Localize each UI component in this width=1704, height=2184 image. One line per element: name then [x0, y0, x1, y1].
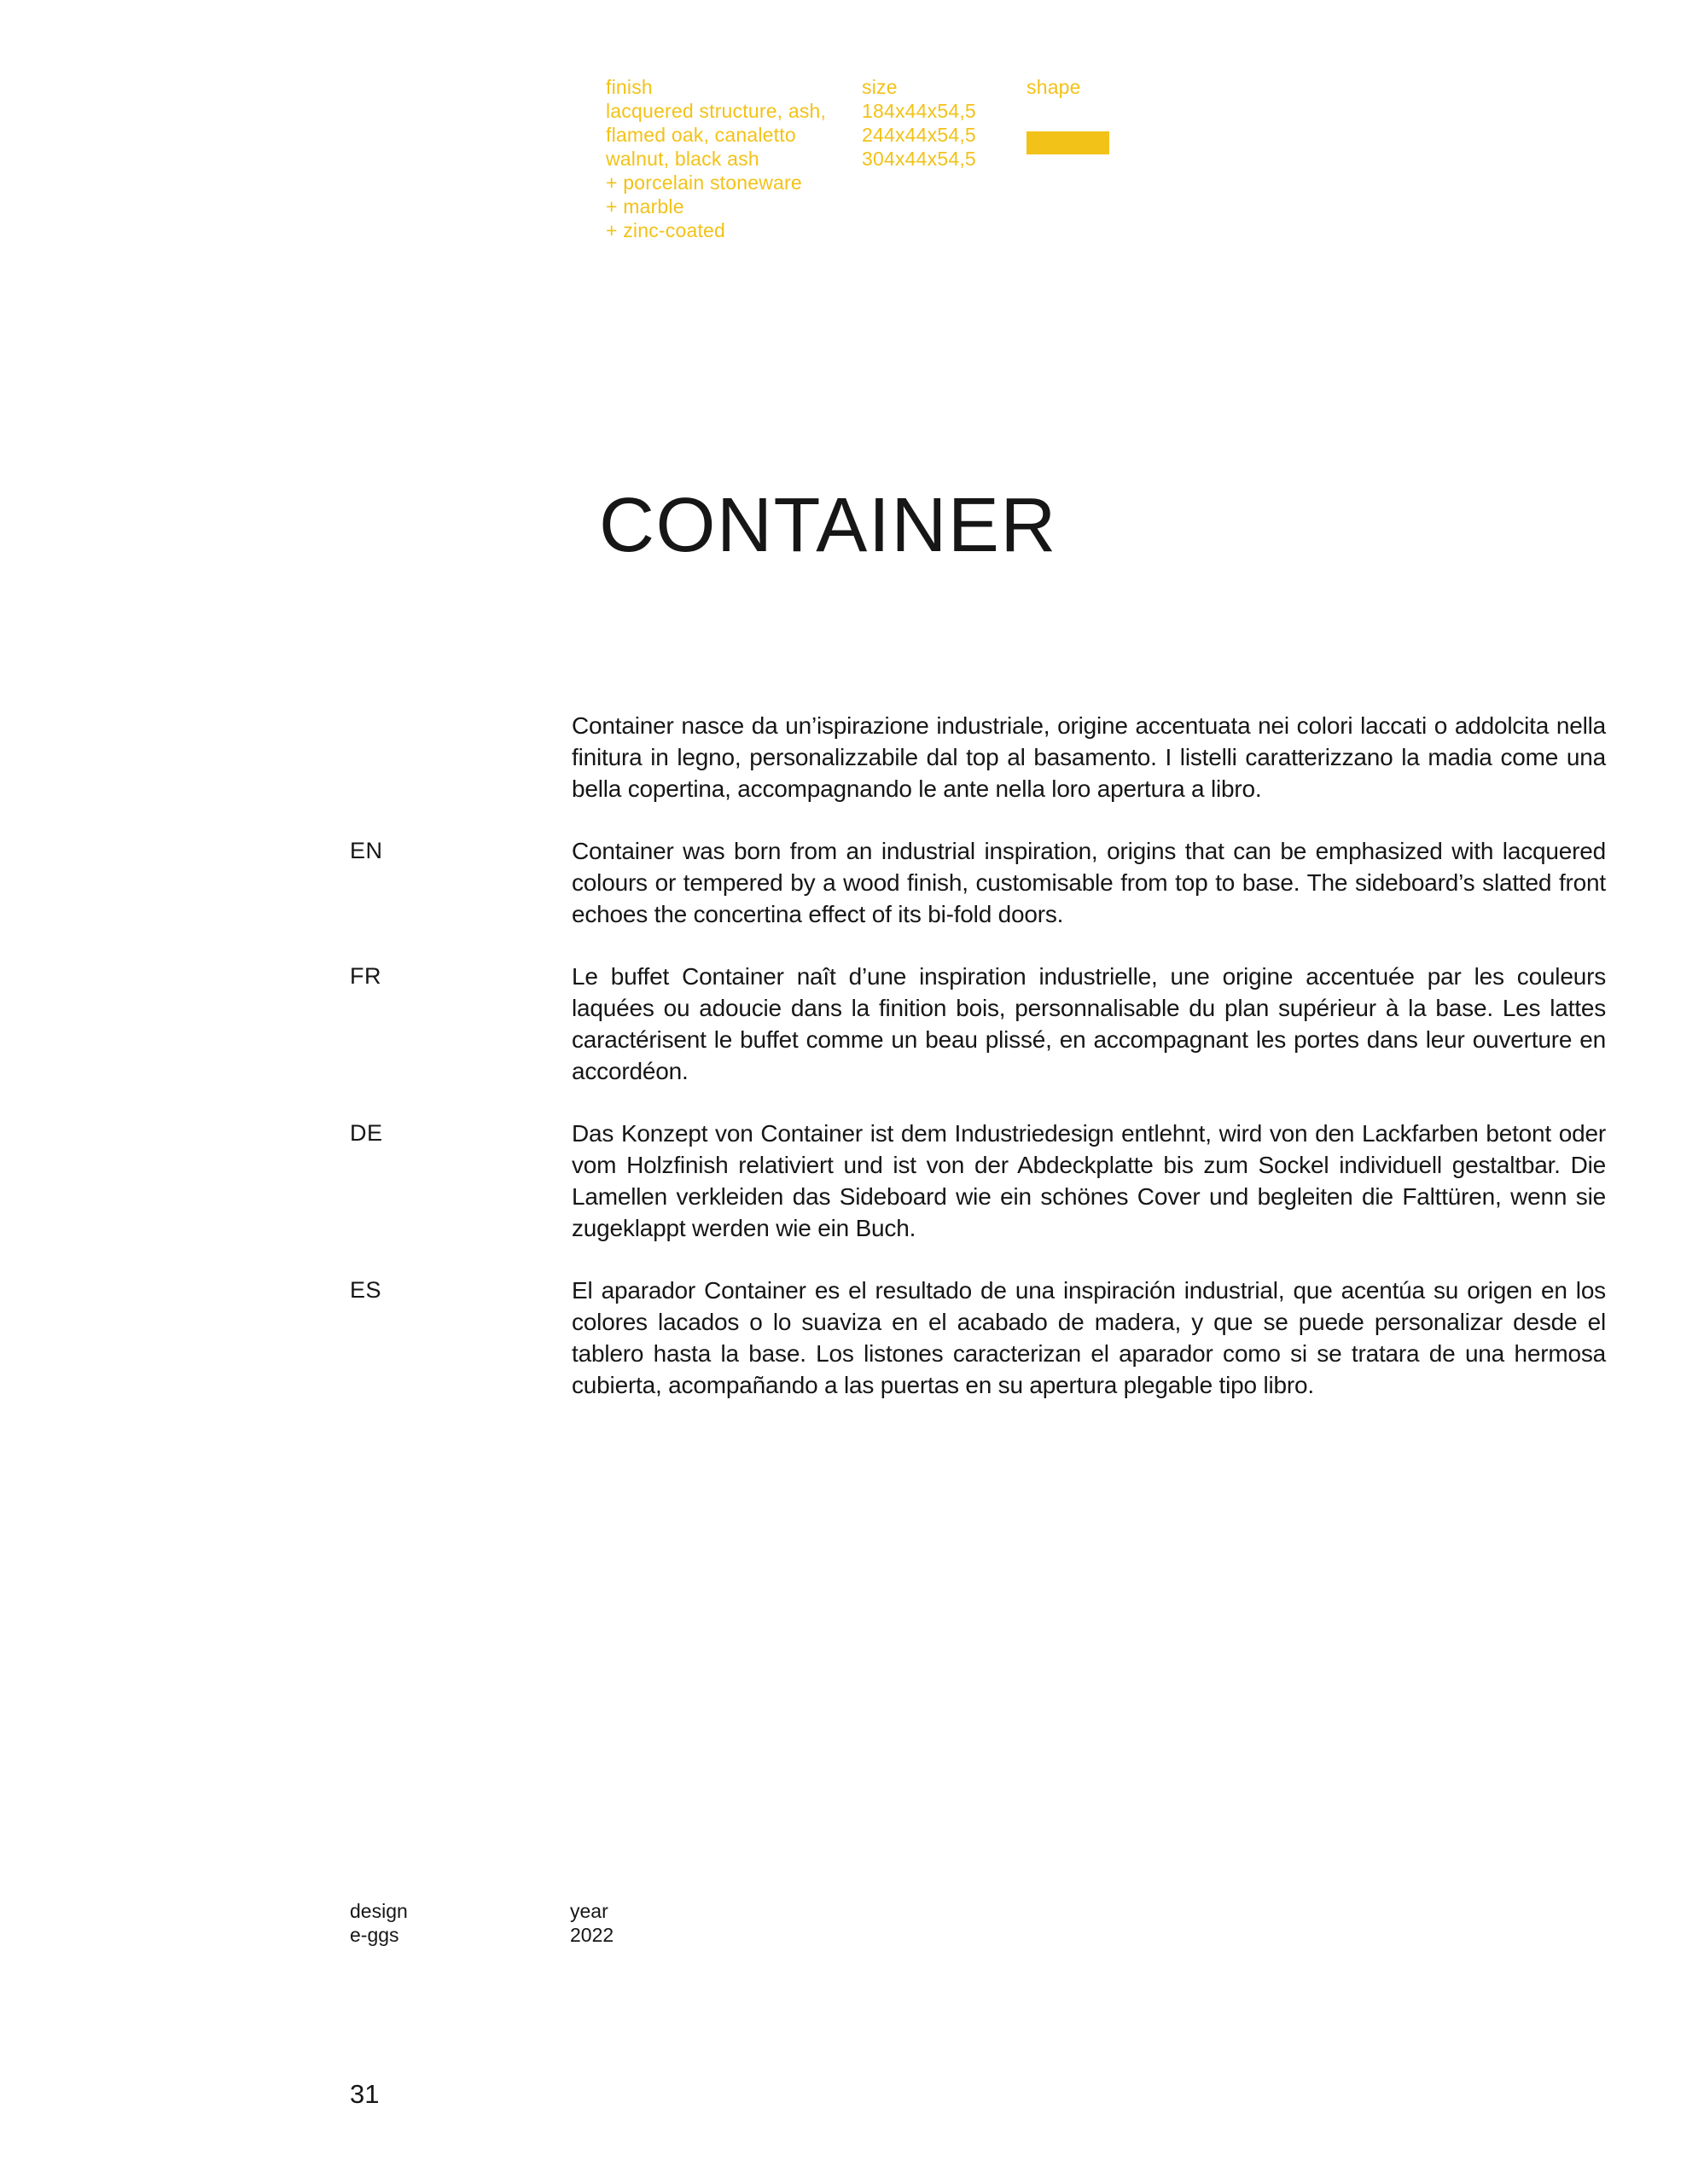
size-label: size	[862, 76, 898, 98]
design-credit	[350, 1899, 408, 1947]
size-value: 244x44x54,5	[862, 124, 976, 146]
spec-finish-column	[606, 75, 870, 242]
descriptions-section	[350, 710, 1606, 1432]
language-label: FR	[350, 963, 381, 989]
description-row-de	[350, 1118, 1606, 1244]
year-credit	[570, 1899, 614, 1947]
finish-line: lacquered structure, ash,	[606, 100, 827, 122]
shape-label: shape	[1026, 76, 1081, 98]
description-text: Le buffet Container naît d’une inspiration industrielle, une origine accentuée par les couleurs laquées ou adoucie dans la finition bois, personnalisable du plan supérieur à la base. Les lattes caractérisent le buffet comme un beau plissé, en accompagnant les portes dans leur ouverture en accordéon.	[572, 963, 1606, 1084]
description-text: Container nasce da un’ispirazione industriale, origine accentuata nei colori laccati o addolcita nella finitura in legno, personalizzabile dal top al basamento. I listelli caratterizzano la madia come una bella copertina, accompagnando le ante nella loro apertura a libro.	[572, 712, 1606, 802]
page-number: 31	[350, 2079, 380, 2109]
finish-line: walnut, black ash	[606, 148, 759, 170]
year-value: 2022	[570, 1924, 614, 1946]
description-row-en	[350, 835, 1606, 930]
spec-size-column	[862, 75, 1032, 171]
language-label	[350, 710, 572, 804]
finish-line: + marble	[606, 195, 684, 218]
description-row-fr	[350, 961, 1606, 1087]
finish-label: finish	[606, 76, 653, 98]
finish-line: + zinc-coated	[606, 219, 726, 241]
language-label: EN	[350, 838, 383, 863]
shape-swatch-rectangle	[1026, 131, 1109, 154]
year-label: year	[570, 1900, 608, 1922]
product-title: CONTAINER	[599, 483, 1057, 568]
language-label: DE	[350, 1120, 383, 1146]
description-row-es	[350, 1275, 1606, 1401]
spec-shape-column	[1026, 75, 1137, 154]
description-row-it	[350, 710, 1606, 804]
finish-line: flamed oak, canaletto	[606, 124, 796, 146]
size-value: 184x44x54,5	[862, 100, 976, 122]
description-text: Container was born from an industrial inspiration, origins that can be emphasized with lacquered colours or tempered by a wood finish, customisable from top to base. The sideboard’s slatted front echoes the concertina effect of its bi-fold doors.	[572, 838, 1606, 927]
description-text: El aparador Container es el resultado de una inspiración industrial, que acentúa su origen en los colores lacados o lo suaviza en el acabado de madera, y que se puede personalizar desde el tablero hasta la base. Los listones caracterizan el aparador como si se tratara de una hermosa cubierta, acompañando a las puertas en su apertura plegable tipo libro.	[572, 1277, 1606, 1398]
language-label: ES	[350, 1277, 382, 1303]
size-value: 304x44x54,5	[862, 148, 976, 170]
finish-line: + porcelain stoneware	[606, 171, 802, 194]
description-text: Das Konzept von Container ist dem Industriedesign entlehnt, wird von den Lackfarben betont oder vom Holzfinish relativiert und ist von der Abdeckplatte bis zum Sockel individuell gestaltbar. Die Lamellen verkleiden das Sideboard wie ein schönes Cover und begleiten die Falttüren, wenn sie zugeklappt werden wie ein Buch.	[572, 1120, 1606, 1241]
design-value: e-ggs	[350, 1924, 399, 1946]
design-label: design	[350, 1900, 408, 1922]
